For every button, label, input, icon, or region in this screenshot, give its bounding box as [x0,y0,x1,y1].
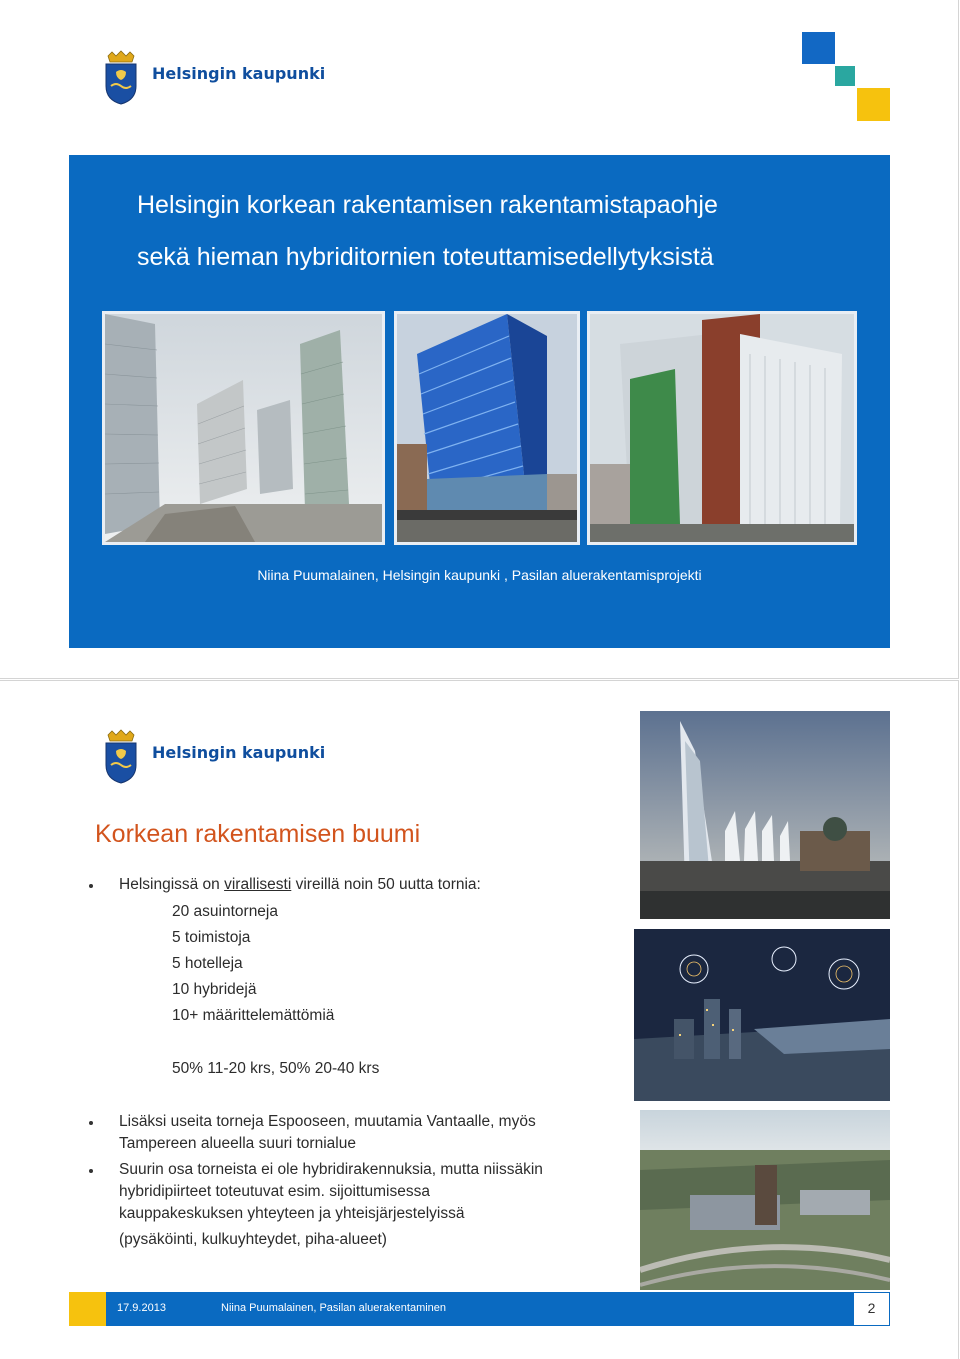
floors-note: 50% 11-20 krs, 50% 20-40 krs [172,1060,380,1077]
bullet-2-line-1: Lisäksi useita torneja Espooseen, muutamia Vantaalle, myös [119,1113,536,1130]
title-line-1: Helsingin korkean rakentamisen rakentamistapaohje [137,191,718,219]
footer-date: 17.9.2013 [117,1302,166,1314]
author-credit: Niina Puumalainen, Helsingin kaupunki , Pasilan aluerakentamisprojekti [257,567,702,583]
deco-square-yellow [857,88,890,121]
sub-item: 20 asuintorneja [172,903,278,920]
footer-author: Niina Puumalainen, Pasilan aluerakentaminen [221,1302,447,1314]
photo-aerial-mall [640,1110,890,1290]
bullet-dot [89,884,93,888]
slide-heading: Korkean rakentamisen buumi [95,820,421,848]
photo-fireworks [634,929,890,1101]
bullet-1-pre: Helsingissä on [119,876,225,893]
bullet-2-line-2: Tampereen alueella suuri tornialue [119,1135,356,1152]
sub-item: 10 hybridejä [172,981,257,998]
bullet-3-line-4: (pysäköinti, kulkuyhteydet, piha-alueet) [119,1231,387,1248]
sub-item: 10+ määrittelemättömiä [172,1007,335,1024]
bullet-3-line-1: Suurin osa torneista ei ole hybridirakennuksia, mutta niissäkin [119,1161,543,1178]
slide-footer [69,1292,890,1326]
deco-square-teal [835,66,855,86]
bullet-1-post: vireillä noin 50 uutta tornia: [291,876,481,893]
bullet-3-line-3: kauppakeskuksen yhteyteen ja yhteisjärjestelyissä [119,1205,465,1222]
brand-name-2: Helsingin kaupunki [152,743,326,762]
photo-blue-tower [394,311,580,545]
photo-office-tower [587,311,857,545]
sub-item: 5 toimistoja [172,929,251,946]
page-number: 2 [853,1292,890,1326]
sub-item: 5 hotelleja [172,955,243,972]
footer-accent [69,1292,106,1326]
city-crest-logo-2 [102,729,140,784]
city-crest-logo [102,50,140,105]
brand-name: Helsingin kaupunki [152,64,326,83]
title-panel [69,155,890,648]
photo-towers-city [102,311,385,545]
bullet-dot [89,1169,93,1173]
bullet-dot [89,1121,93,1125]
bullet-3-line-2: hybridipiirteet toteutuvat esim. sijoittumisessa [119,1183,430,1200]
photo-skyline-dusk [640,711,890,919]
bullet-1 [119,876,481,894]
deco-square-blue [802,32,835,64]
bullet-1-underlined: virallisesti [224,876,292,893]
title-line-2: sekä hieman hybriditornien toteuttamisedellytyksistä [137,243,714,271]
